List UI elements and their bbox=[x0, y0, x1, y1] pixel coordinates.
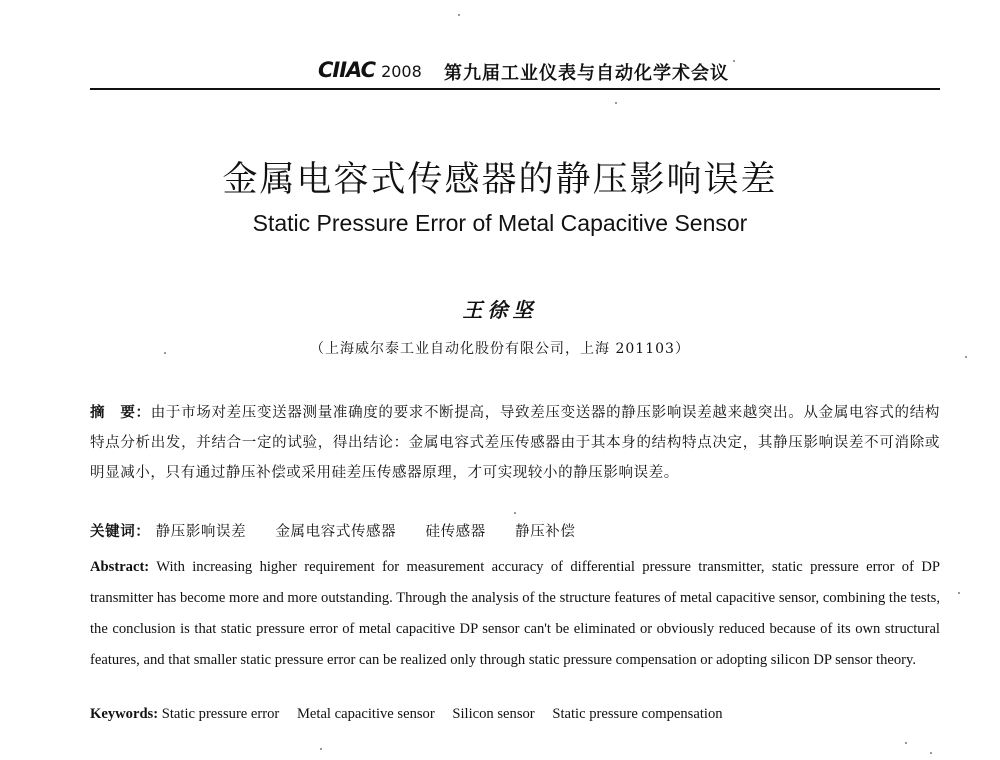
scan-speck bbox=[615, 102, 617, 104]
scan-speck bbox=[958, 592, 960, 594]
scan-speck bbox=[930, 752, 932, 754]
conference-header bbox=[90, 56, 940, 92]
keywords-english-label: Keywords: bbox=[90, 706, 159, 722]
abstract-chinese-text: 由于市场对差压变送器测量准确度的要求不断提高，导致差压变送器的静压影响误差越来越突出。从金属电容式的结构特点分析出发，并结合一定的试验，得出结论：金属电容式差压传感器由于其本身的结构特点决定，其静压影响误差不可消除或明显减小，只有通过静压补偿或采用硅差压传感器原理，才可实现较小的静压影响误差。 bbox=[90, 405, 941, 481]
paper-title-chinese: 金属电容式传感器的静压影响误差 bbox=[222, 160, 778, 200]
conference-logo bbox=[318, 60, 422, 81]
scan-speck bbox=[905, 742, 907, 744]
keyword-chinese: 金属电容式传感器 bbox=[275, 524, 397, 540]
keyword-chinese: 静压影响误差 bbox=[155, 524, 247, 540]
keyword-chinese: 硅传感器 bbox=[425, 524, 486, 540]
keywords-english bbox=[90, 706, 940, 723]
conference-title: 第九届工业仪表与自动化学术会议 bbox=[444, 63, 729, 84]
scan-speck bbox=[458, 14, 460, 16]
scan-speck bbox=[965, 356, 967, 358]
header-divider bbox=[90, 88, 940, 90]
scan-speck bbox=[514, 512, 516, 514]
abstract-english-label: Abstract: bbox=[90, 559, 150, 575]
scan-speck bbox=[320, 748, 322, 750]
keywords-chinese-label: 关键词： bbox=[90, 524, 151, 540]
keyword-english: Static pressure error bbox=[161, 706, 280, 722]
scan-speck bbox=[164, 352, 166, 354]
keyword-english: Silicon sensor bbox=[452, 706, 535, 722]
scan-speck bbox=[733, 60, 735, 62]
keywords-chinese bbox=[90, 520, 940, 541]
abstract-chinese-label: 摘 要： bbox=[90, 405, 151, 421]
abstract-chinese bbox=[90, 398, 940, 488]
keyword-chinese: 静压补偿 bbox=[515, 524, 576, 540]
logo-mark: CIIAC bbox=[318, 58, 376, 82]
keyword-english: Static pressure compensation bbox=[552, 706, 723, 722]
keyword-english: Metal capacitive sensor bbox=[296, 706, 435, 722]
abstract-english-text: With increasing higher requirement for measurement accuracy of differential pressure transmitter, static pressure error of DP transmitter has become more and more outstanding. Through the analysis of the structure features of metal capacitive sensor, combining the tests, the conclusion is that static pressure error of metal capacitive DP sensor can't be eliminated or obviously reduced because of its own structural features, and that smaller static pressure error can be realized only through static pressure compensation or adopting silicon DP sensor theory. bbox=[90, 559, 940, 668]
author-affiliation: （上海威尔泰工业自动化股份有限公司，上海 201103） bbox=[310, 341, 690, 357]
conference-year: 2008 bbox=[381, 62, 422, 81]
abstract-english bbox=[90, 552, 940, 676]
author-name: 王徐坚 bbox=[462, 298, 538, 322]
paper-title-english: Static Pressure Error of Metal Capacitive Sensor bbox=[252, 210, 748, 236]
